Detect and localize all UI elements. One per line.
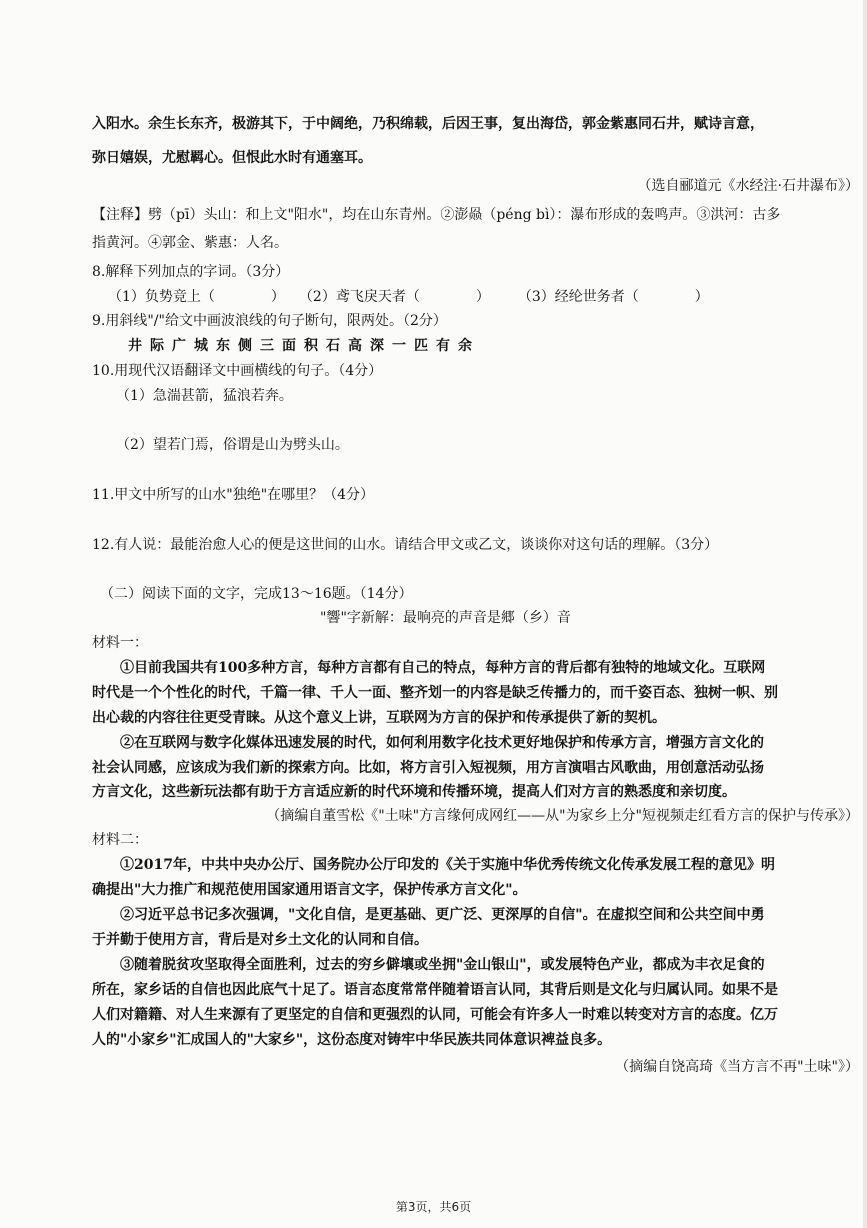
question-8-items: （1）负势竞上（ ） （2）鸢飞戾天者（ ） （3）经纶世务者（ ）	[108, 289, 709, 305]
material-2-para-2-line-1: ②习近平总书记多次强调，"文化自信，是更基础、更广泛、更深厚的自信"。在虚拟空间和公共空间中勇	[120, 907, 765, 923]
question-11: 11.甲文中所写的山水"独绝"在哪里？（4分）	[92, 487, 375, 503]
question-12: 12.有人说：最能治愈人心的便是这世间的山水。请结合甲文或乙文，谈谈你对这句话的理解。（3分）	[92, 537, 719, 553]
material-2-para-3-line-4: 人的"小家乡"汇成国人的"大家乡"，这份态度对铸牢中华民族共同体意识裨益良多。	[92, 1032, 612, 1048]
article-title: "響"字新解：最响亮的声音是郷（乡）音	[320, 610, 571, 626]
question-8: 8.解释下列加点的字词。（3分）	[92, 264, 290, 280]
passage-line-2: 弥日嬉娱，尤慰羁心。但恨此水时有通塞耳。	[92, 150, 372, 166]
annotation-line-2: 指黄河。④郭金、紫惠：人名。	[92, 235, 288, 251]
material-1-para-2-line-1: ②在互联网与数字化媒体迅速发展的时代，如何利用数字化技术更好地保护和传承方言，增强方言文化的	[120, 735, 764, 751]
passage-source: （选自郦道元《水经注·石井瀑布》）	[637, 178, 859, 194]
material-1-para-2-line-3: 方言文化，这些新玩法都有助于方言适应新的时代环境和传播环境，提高人们对方言的熟悉度和亲切度。	[92, 784, 736, 800]
section-2-heading: （二）阅读下面的文字，完成13～16题。（14分）	[100, 586, 413, 602]
scan-edge-shadow	[863, 0, 867, 1228]
material-2-label: 材料二：	[92, 832, 148, 848]
question-9-sentence: 井际广城东侧三面积石高深一匹有余	[128, 338, 480, 354]
material-1-para-1-line-2: 时代是一个个性化的时代，千篇一律、千人一面、整齐划一的内容是缺乏传播力的，而千姿百态、独树一帜、别	[92, 685, 778, 701]
question-10: 10.用现代汉语翻译文中画横线的句子。（4分）	[92, 363, 383, 379]
question-9: 9.用斜线"/"给文中画波浪线的句子断句，限两处。（2分）	[92, 313, 447, 329]
material-2-para-3-line-2: 所在，家乡话的自信也因此底气十足了。语言态度常常伴随着语言认同，其背后则是文化与归属认同。如果不是	[92, 982, 778, 998]
passage-line-1: 入阳水。余生长东齐，极游其下，于中阔绝，乃积绵载，后因王事，复出海岱，郭金紫惠同石井，赋诗言意，	[92, 116, 764, 132]
material-2-para-1-line-2: 确提出"大力推广和规范使用国家通用语言文字，保护传承方言文化"。	[92, 882, 527, 898]
material-2-para-3-line-1: ③随着脱贫攻坚取得全面胜利，过去的穷乡僻壤或坐拥"金山银山"，或发展特色产业，都成为丰衣足食的	[120, 957, 765, 973]
question-10-item-2: （2）望若门焉，俗谓是山为劈头山。	[116, 437, 349, 453]
question-10-item-1: （1）急湍甚箭，猛浪若奔。	[116, 388, 293, 404]
material-1-para-2-line-2: 社会认同感，应该成为我们新的探索方向。比如，将方言引入短视频，用方言演唱古风歌曲，用创意活动弘扬	[92, 760, 764, 776]
material-1-label: 材料一：	[92, 635, 148, 651]
material-2-para-1-line-1: ①2017年，中共中央办公厅、国务院办公厅印发的《关于实施中华优秀传统文化传承发展工程的意见》明	[120, 857, 775, 873]
material-1-para-1-line-3: 出心裁的内容往往更受青睐。从这个意义上讲，互联网为方言的保护和传承提供了新的契机。	[92, 710, 666, 726]
material-2-para-3-line-3: 人们对籍籍、对人生来源有了更坚定的自信和更强烈的认同，可能会有许多人一时难以转变对方言的态度。亿万	[92, 1007, 778, 1023]
annotation-line-1: 【注释】劈（pī）头山：和上文"阳水"，均在山东青州。②澎赑（péng bì）：瀑布形成的轰鸣声。③洪河：古多	[92, 207, 781, 223]
material-2-para-2-line-2: 于并勤于使用方言，背后是对乡土文化的认同和自信。	[92, 932, 428, 948]
material-1-source: （摘编自董雪松《"土味"方言缘何成网红——从"为家乡上分"短视频走红看方言的保护与传承》）	[266, 808, 859, 824]
page-footer: 第3页，共6页	[395, 1200, 472, 1214]
material-1-para-1-line-1: ①目前我国共有100多种方言，每种方言都有自己的特点，每种方言的背后都有独特的地域文化。互联网	[120, 660, 766, 676]
material-2-source: （摘编自饶高琦《当方言不再"土味"》）	[615, 1059, 859, 1075]
